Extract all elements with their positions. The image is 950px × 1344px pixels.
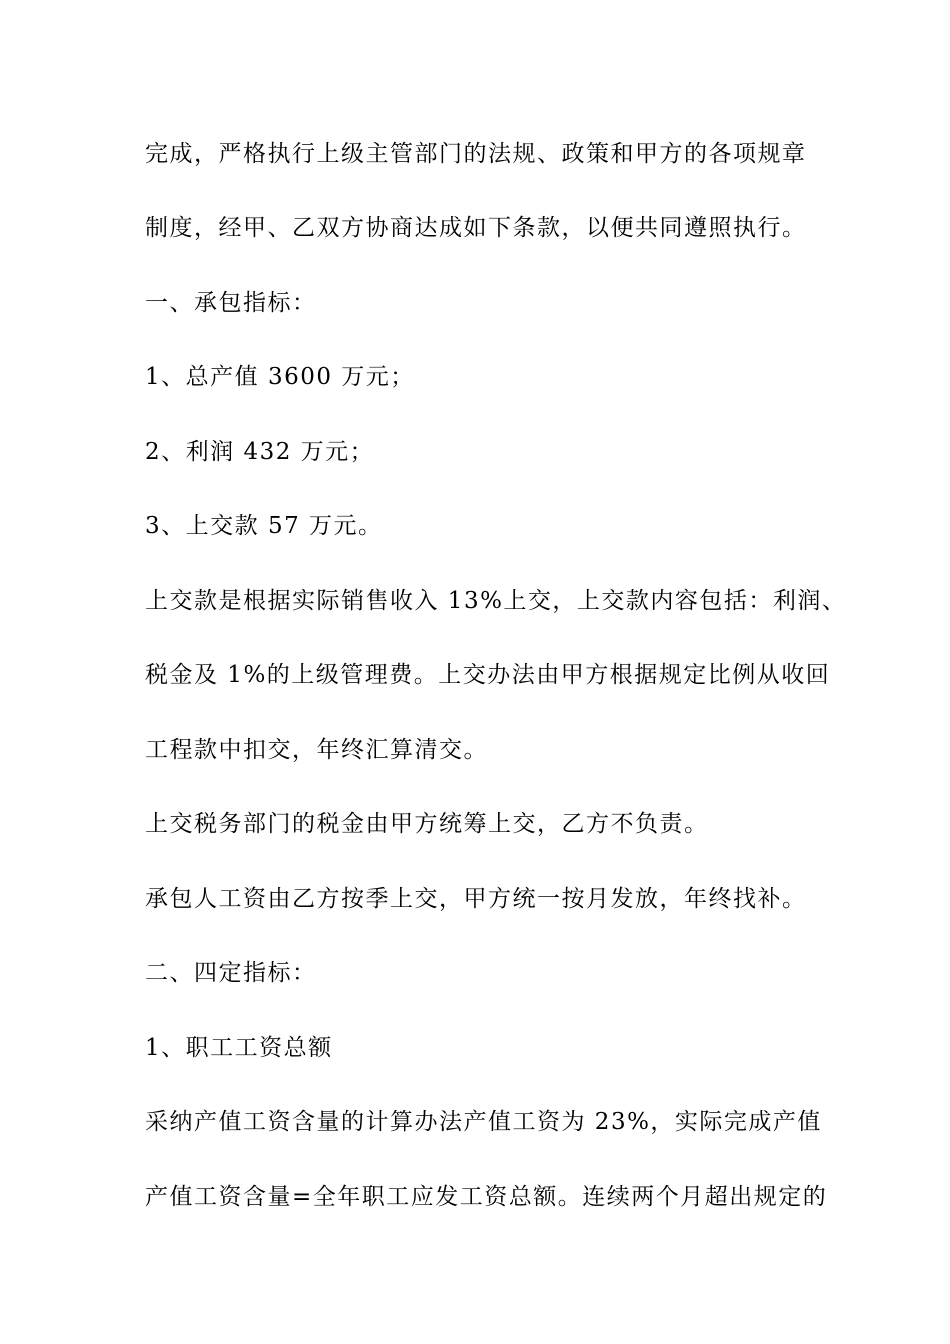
section-heading: 二、四定指标： — [145, 960, 317, 986]
paragraph-line: 制度，经甲、乙双方协商达成如下条款，以便共同遵照执行。 — [145, 215, 807, 241]
paragraph-line: 完成，严格执行上级主管部门的法规、政策和甲方的各项规章 — [145, 141, 807, 167]
list-item: 1、职工工资总额 — [145, 1035, 333, 1061]
section-heading: 一、承包指标： — [145, 290, 317, 316]
paragraph-line: 产值工资含量=全年职工应发工资总额。连续两个月超出规定的 — [145, 1184, 828, 1210]
paragraph-line: 上交款是根据实际销售收入 13%上交，上交款内容包括：利润、 — [145, 588, 847, 614]
list-item: 2、利润 432 万元； — [145, 439, 375, 465]
paragraph-line: 上交税务部门的税金由甲方统筹上交，乙方不负责。 — [145, 811, 709, 837]
paragraph-line: 采纳产值工资含量的计算办法产值工资为 23%，实际完成产值 — [145, 1109, 822, 1135]
paragraph-line: 工程款中扣交，年终汇算清交。 — [145, 737, 488, 763]
list-item: 3、上交款 57 万元。 — [145, 513, 383, 539]
paragraph-line: 承包人工资由乙方按季上交，甲方统一按月发放，年终找补。 — [145, 886, 807, 912]
paragraph-line: 税金及 1%的上级管理费。上交办法由甲方根据规定比例从收回 — [145, 662, 831, 688]
list-item: 1、总产值 3600 万元； — [145, 364, 415, 390]
